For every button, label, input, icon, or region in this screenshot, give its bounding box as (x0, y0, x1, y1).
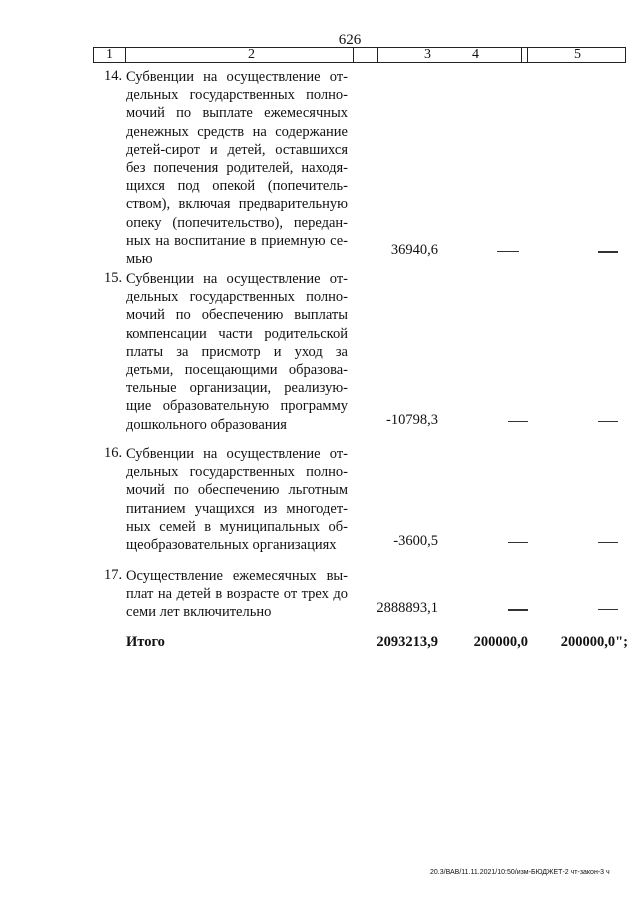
row-description-line: платы за присмотр и уход за (126, 343, 348, 360)
row-description-line: дошкольного образования (126, 416, 287, 433)
row-dash-col5 (598, 542, 618, 543)
total-value-col4: 200000,0 (473, 634, 528, 650)
row-description-line: ных семей в муниципальных об- (126, 518, 348, 535)
row-number: 16. (104, 445, 123, 461)
row-dash-col4 (508, 421, 528, 422)
document-footer-code: 20.3/ВАВ/11.11.2021/10:50/изм-БЮДЖЕТ-2 чт-закон-3 ч (430, 869, 610, 876)
row-value-col3: -3600,5 (393, 533, 438, 549)
row-number: 14. (104, 68, 123, 84)
total-value-col3: 2093213,9 (376, 634, 438, 650)
total-label: Итого (126, 634, 165, 650)
row-description-line: плат на детей в возрасте от трех до (126, 586, 348, 603)
row-description-line: Субвенции на осуществление от- (126, 69, 348, 85)
row-description-line: дельных государственных полно- (126, 289, 348, 306)
row-description-line: детей-сирот и детей, оставшихся (126, 141, 348, 158)
row-dash-col4 (497, 251, 519, 252)
row-description-line: щие образовательную программу (126, 398, 348, 415)
row-description-line: тельные организации, реализую- (126, 380, 348, 397)
row-value-col3: 2888893,1 (376, 600, 438, 616)
row-dash-col4 (508, 609, 528, 611)
row-description-line: без попечения родителей, находя- (126, 160, 348, 177)
column-divider-3-4 (353, 47, 354, 63)
row-description (126, 445, 348, 554)
row-description (126, 567, 348, 622)
row-description-line: денежных средств на содержание (126, 123, 348, 140)
row-number: 15. (104, 270, 123, 286)
row-dash-col5 (598, 421, 618, 422)
row-description-line: детьми, посещающими образова- (126, 362, 348, 379)
row-description-line: мочий по выплате ежемесячных (126, 105, 348, 122)
column-header-4: 4 (472, 47, 479, 62)
column-header-2: 2 (125, 48, 377, 62)
row-description (126, 68, 348, 268)
row-description-line: Осуществление ежемесячных вы- (126, 568, 348, 584)
column-header-1: 1 (106, 47, 113, 62)
column-header-3: 3 (377, 48, 477, 62)
row-dash-col5 (598, 251, 618, 253)
row-dash-col4 (508, 542, 528, 543)
row-description-line: питанием учащихся из многодет- (126, 500, 348, 517)
row-description-line: опеку (попечительство), передан- (126, 214, 348, 231)
row-value-col3: 36940,6 (390, 242, 438, 258)
row-description-line: щеобразовательных организациях (126, 537, 337, 554)
row-description-line: дельных государственных полно- (126, 87, 348, 104)
column-divider-4-5 (521, 47, 522, 63)
row-description-line: мочий по обеспечению льготным (126, 482, 348, 499)
row-description-line: Субвенции на осуществление от- (126, 446, 348, 462)
row-description-line: Субвенции на осуществление от- (126, 271, 348, 287)
page-number: 626 (338, 32, 362, 48)
row-description (126, 270, 348, 434)
row-description-line: щихся под опекой (попечитель- (126, 178, 348, 195)
row-description-line: компенсации части родительской (126, 325, 348, 342)
row-dash-col5 (598, 609, 618, 610)
row-description-line: мью (126, 251, 153, 268)
column-header-4-spacer (477, 48, 527, 62)
row-number: 17. (104, 567, 123, 583)
column-header-5: 5 (527, 48, 627, 62)
row-description-line: ных на воспитание в приемную се- (126, 232, 348, 249)
row-description-line: мочий по обеспечению выплаты (126, 307, 348, 324)
row-description-line: семи лет включительно (126, 604, 272, 621)
row-description-line: ством), включая предварительную (126, 196, 348, 213)
row-description-line: дельных государственных полно- (126, 464, 348, 481)
total-value-col5: 200000,0"; (560, 634, 628, 650)
row-value-col3: -10798,3 (386, 412, 438, 428)
column-header-row (93, 47, 626, 63)
